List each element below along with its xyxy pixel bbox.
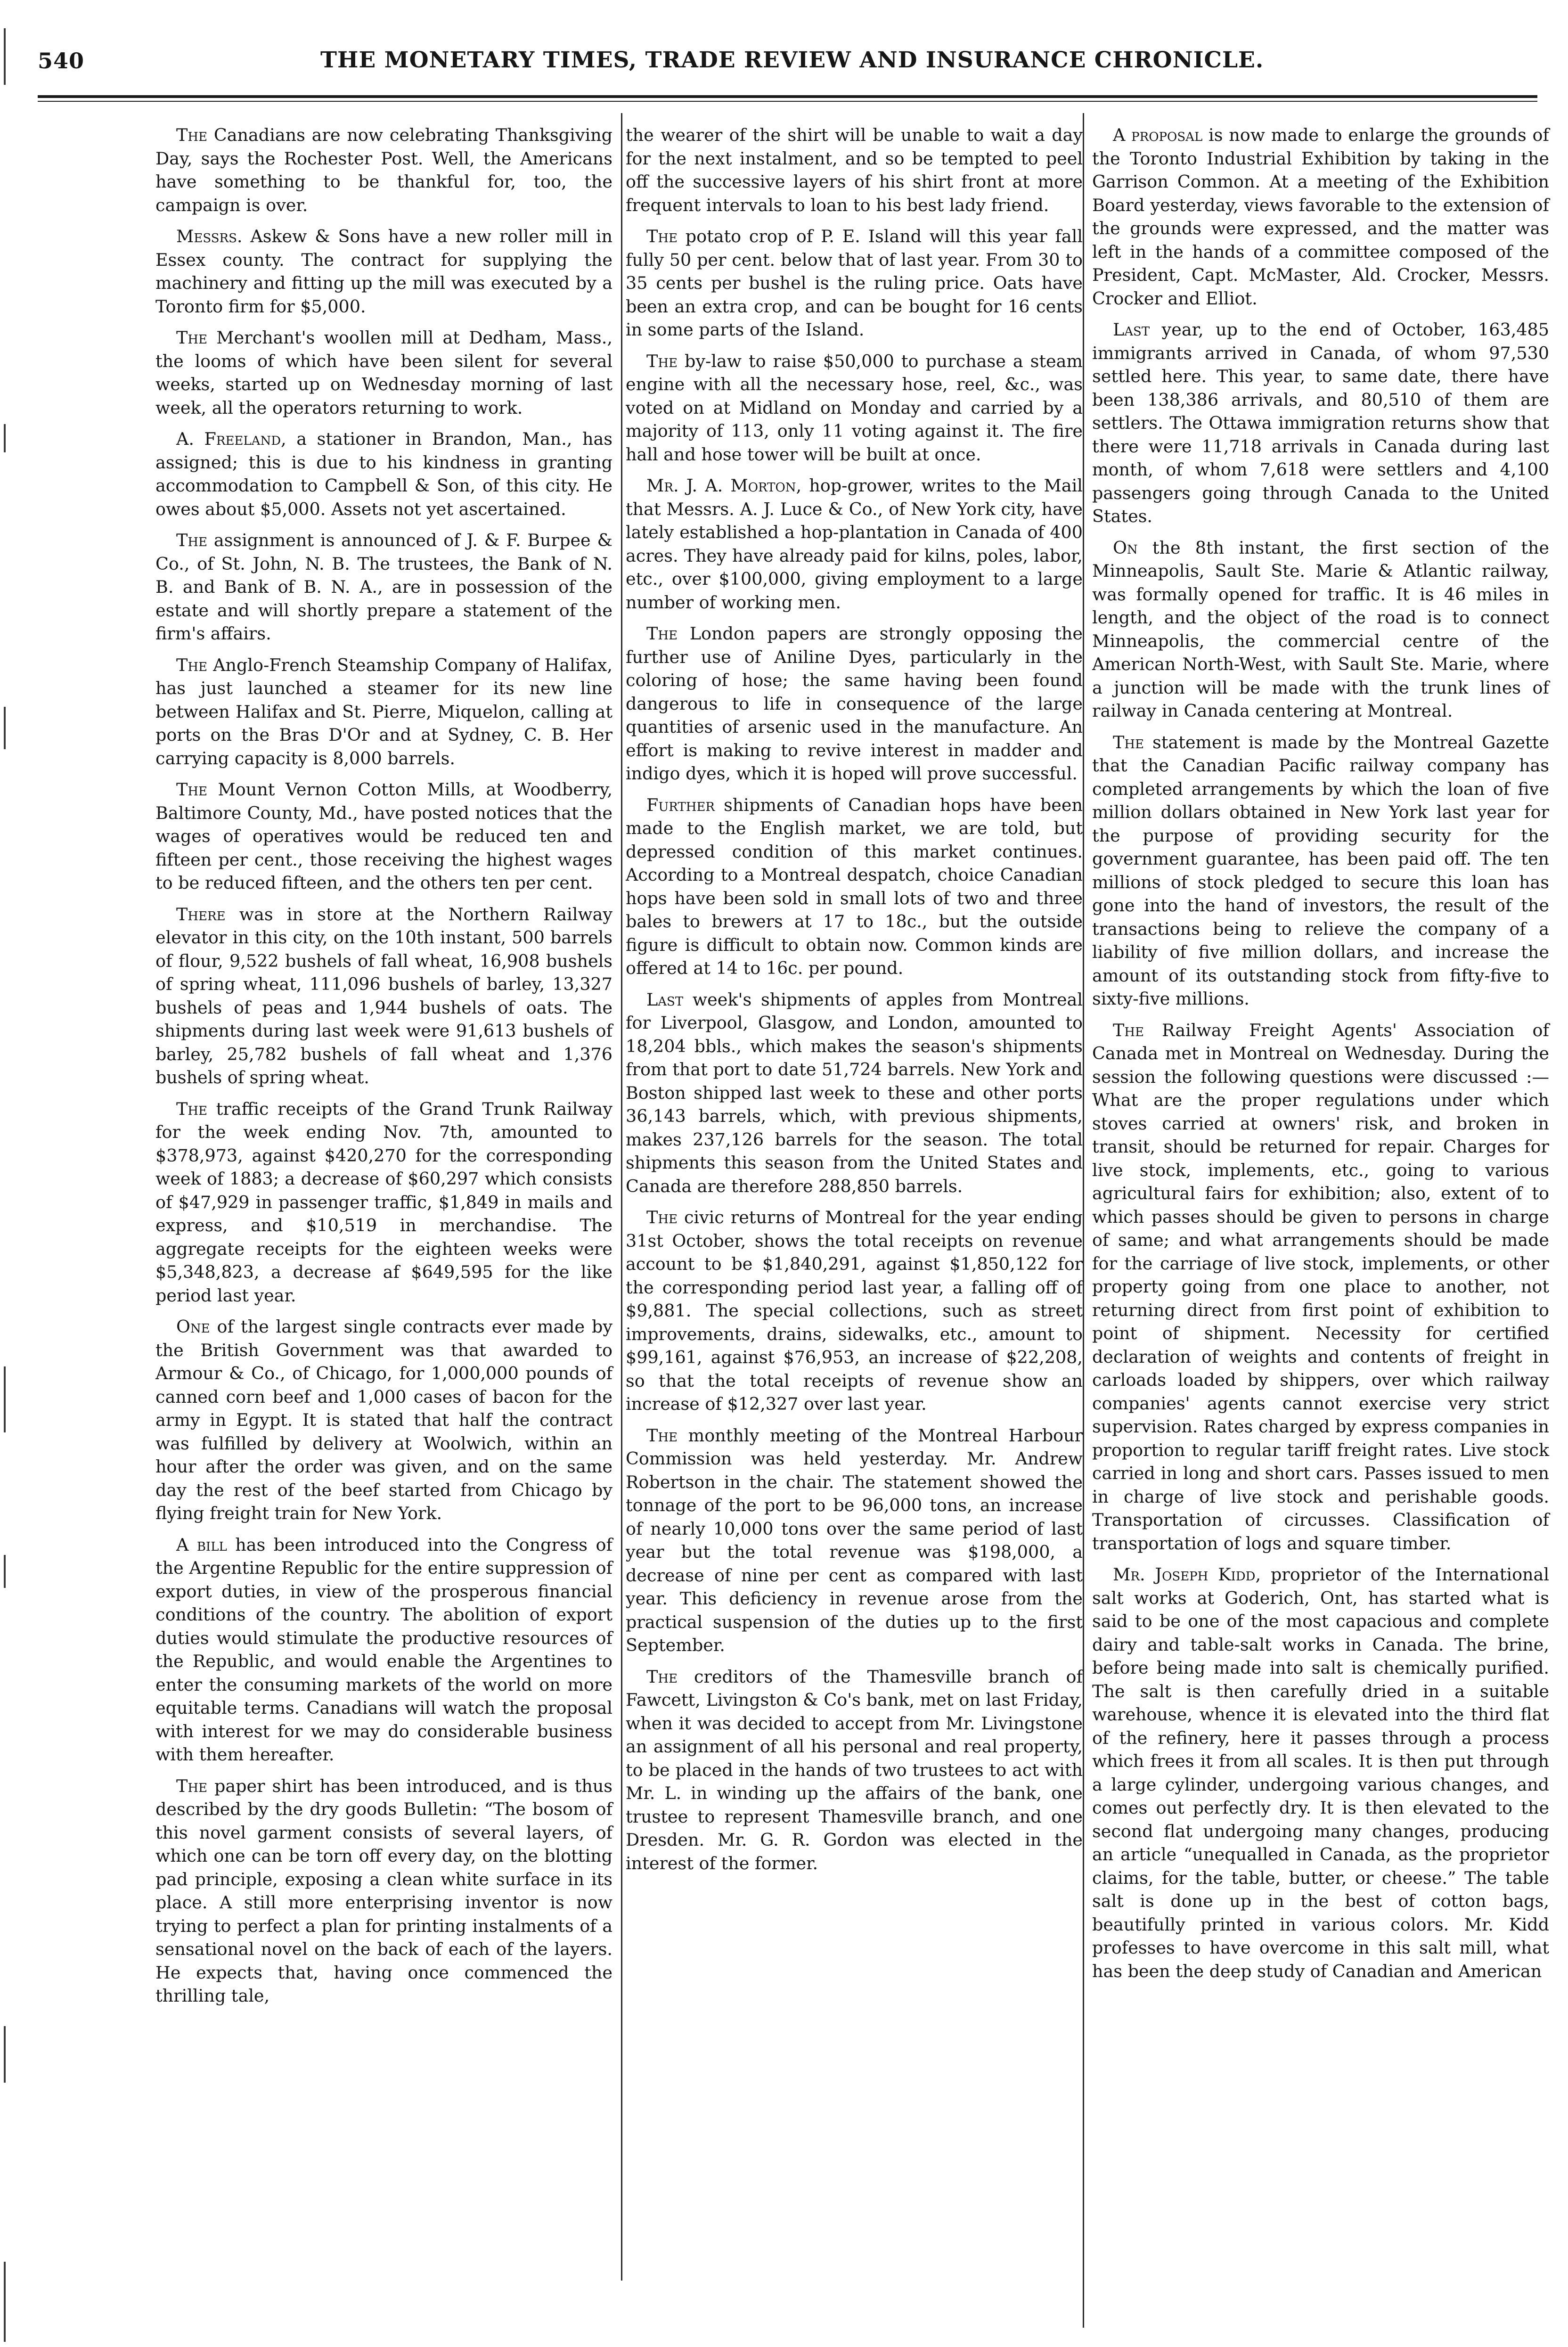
article-paragraph bbox=[626, 225, 1083, 342]
paragraph-text: a stationer in Brandon, Man., has assigned; this is due to his kindness in granting accommodation to Campbell & Son, of this city. He owes about $5,000. Assets not yet ascertained. bbox=[155, 429, 612, 519]
paragraph-lead-word: The bbox=[646, 1425, 678, 1446]
article-paragraph bbox=[1092, 123, 1549, 310]
paragraph-text: has been introduced into the Congress of the Argentine Republic for the entire suppression of export duties, in view of the prosperous financial conditions of the country. The abolition of export duties would stimulate the productive resources of the Republic, and would enable the Argentines to enter the consuming markets of the world on more equitable terms. Canadians will watch the proposal with interest for we may do considerable business with them hereafter. bbox=[155, 1534, 612, 1765]
paragraph-lead-word: The bbox=[646, 623, 678, 644]
paragraph-lead-word: The bbox=[176, 779, 207, 800]
paragraph-lead-word: Mr. J. A. Morton, bbox=[646, 475, 802, 496]
paragraph-lead-word: The bbox=[176, 654, 207, 675]
article-paragraph bbox=[155, 1775, 612, 2008]
article-paragraph bbox=[1092, 1563, 1549, 1983]
column-2 bbox=[626, 123, 1083, 1883]
article-paragraph bbox=[1092, 318, 1549, 528]
article-paragraph bbox=[1092, 731, 1549, 1011]
paragraph-text: Mount Vernon Cotton Mills, at Woodberry, Baltimore County, Md., have posted notices that the wages of operatives would be reduced ten and fifteen per cent., those receiving the highest wages to be reduced fifteen, and the others ten per cent. bbox=[155, 779, 612, 893]
paragraph-lead-word: The bbox=[646, 1666, 678, 1687]
paragraph-lead-word: Last bbox=[1113, 319, 1150, 340]
paragraph-lead-word: A proposal bbox=[1113, 125, 1203, 145]
paragraph-text: monthly meeting of the Montreal Harbour Commission was held yesterday. Mr. Andrew Robertson in the chair. The statement showed the tonnage of the port to be 96,000 tons, an increase of nearly 10,000 tons over the same period of last year but the total revenue was $198,000, a decrease of nine per cent as compared with last year. This deficiency in revenue arose from the practical suspension of the duties up to the first September. bbox=[626, 1425, 1083, 1655]
paragraph-text: is now made to enlarge the grounds of the Toronto Industrial Exhibition by taking in the Garrison Common. At a meeting of the Exhibition Board yesterday, views favorable to the extension of the grounds were expressed, and the matter was left in the hands of a committee composed of the President, Capt. McMaster, Ald. Crocker, Messrs. Crocker and Elliot. bbox=[1092, 125, 1550, 309]
article-paragraph bbox=[155, 529, 612, 646]
paragraph-lead-word: The bbox=[646, 351, 678, 371]
article-paragraph bbox=[626, 1424, 1083, 1657]
column-divider-1 bbox=[621, 113, 622, 2281]
article-paragraph bbox=[626, 350, 1083, 466]
paragraph-text: Canadians are now celebrating Thanksgiving Day, says the Rochester Post. Well, the Americans have something to be thankful for, too, the campaign is over. bbox=[155, 125, 612, 215]
paragraph-text: was in store at the Northern Railway elevator in this city, on the 10th instant, 500 barrels of flour, 9,522 bushels of fall wheat, 16,908 bushels of spring wheat, 111,096 bushels of barley, 13,327 bushels of peas and 1,944 bushels of oats. The shipments during last week were 91,613 bushels of barley, 25,782 bushels of fall wheat and 1,376 bushels of spring wheat. bbox=[155, 904, 612, 1088]
article-paragraph bbox=[1092, 536, 1549, 723]
paragraph-text: week's shipments of apples from Montreal for Liverpool, Glasgow, and London, amounted to 18,204 bbls., which makes the season's shipments from that port to date 51,724 barrels. New York and Boston shipped last week to these and other ports 36,143 barrels, which, with previous shipments, makes 237,126 barrels for the season. The total shipments this season from the United States and Canada are therefore 288,850 barrels. bbox=[626, 989, 1083, 1196]
article-paragraph bbox=[626, 474, 1083, 614]
paragraph-lead-word: The bbox=[176, 1775, 207, 1796]
article-paragraph bbox=[626, 123, 1083, 217]
header-rule-thick bbox=[38, 95, 1537, 98]
paragraph-text: hop-grower, writes to the Mail that Messrs. A. J. Luce & Co., of New York city, have lately established a hop-plantation in Canada of 400 acres. They have already paid for kilns, poles, labor, etc., over $100,000, giving employment to a large number of working men. bbox=[626, 475, 1083, 613]
paragraph-lead-word: The bbox=[176, 327, 207, 348]
paragraph-lead-word: The bbox=[176, 125, 207, 145]
paragraph-lead-word: The bbox=[1113, 1020, 1144, 1040]
paragraph-text: Anglo-French Steamship Company of Halifax, has just launched a steamer for its new line between Halifax and St. Pierre, Miquelon, calling at ports on the Bras D'Or and at Sydney, C. B. Her carrying capacity is 8,000 barrels. bbox=[155, 654, 612, 769]
article-paragraph bbox=[626, 1665, 1083, 1875]
paragraph-lead-word: The bbox=[1113, 732, 1144, 752]
paragraph-text: the 8th instant, the first section of the Minneapolis, Sault Ste. Marie & Atlantic railway, was formally opened for traffic. It is 46 miles in length, and the object of the road is to connect Minneapolis, the commercial centre of the American North-West, with Sault Ste. Marie, where a junction will be made with the trunk lines of railway in Canada centering at Montreal. bbox=[1092, 537, 1549, 721]
article-paragraph bbox=[155, 326, 612, 419]
paragraph-lead-word: There bbox=[176, 904, 226, 924]
paragraph-text: potato crop of P. E. Island will this year fall fully 50 per cent. below that of last year. From 30 to 35 cents per bushel is the ruling price. Oats have been an extra crop, and can be bought for 16 cents in some parts of the Island. bbox=[626, 226, 1083, 340]
article-paragraph bbox=[626, 622, 1083, 785]
paragraph-lead-word: The bbox=[176, 1098, 207, 1119]
article-paragraph bbox=[1092, 1019, 1549, 1555]
paragraph-lead-word: The bbox=[646, 1207, 678, 1227]
paragraph-text: creditors of the Thamesville branch of Fawcett, Livingston & Co's bank, met on last Friday, when it was decided to accept from Mr. Livingstone an assignment of all his personal and real property, to be placed in the hands of two trustees to act with Mr. L. in winding up the affairs of the bank, one trustee to represent Thamesville branch, and one Dresden. Mr. G. R. Gordon was elected in the interest of the former. bbox=[626, 1666, 1083, 1873]
paragraph-lead-word: Messrs. bbox=[176, 226, 243, 246]
paragraph-text: by-law to raise $50,000 to purchase a steam engine with all the necessary hose, reel, &c., was voted on at Midland on Monday and carried by a majority of 113, only 11 voting against it. The fire hall and hose tower will be built at once. bbox=[626, 351, 1083, 465]
column-3 bbox=[1092, 123, 1549, 1991]
paragraph-text: year, up to the end of October, 163,485 immigrants arrived in Canada, of whom 97,530 settled here. This year, to same date, there have been 138,386 arrivals, and 80,510 of them are settlers. The Ottawa immigration returns show that there were 11,718 arrivals in Canada during last month, of whom 7,618 were settlers and 4,100 passengers going through Canada to the United States. bbox=[1092, 319, 1549, 526]
paragraph-lead-word: Mr. Joseph Kidd, bbox=[1113, 1564, 1261, 1585]
paragraph-text: Askew & Sons have a new roller mill in Essex county. The contract for supplying the machinery and fitting up the mill was executed by a Toronto firm for $5,000. bbox=[155, 226, 612, 317]
paragraph-lead-word: Last bbox=[646, 989, 684, 1010]
article-paragraph bbox=[155, 123, 612, 217]
article-paragraph bbox=[155, 1097, 612, 1308]
paragraph-text: civic returns of Montreal for the year ending 31st October, shows the total receipts on revenue account to be $1,840,291, against $1,850,122 for the corresponding period last year, a falling off of $9,881. The special collections, such as street improvements, drains, sidewalks, etc., amount to $99,161, against $76,953, an increase of $22,208, so that the total receipts of revenue show an increase of $12,327 over last year. bbox=[626, 1207, 1083, 1414]
paragraph-lead-word: The bbox=[646, 226, 678, 246]
paragraph-text: shipments of Canadian hops have been made to the English market, we are told, but depressed condition of this market continues. According to a Montreal despatch, choice Canadian hops have been sold in small lots of two and three bales to brewers at 17 to 18c., but the outside figure is difficult to obtain now. Common kinds are offered at 14 to 16c. per pound. bbox=[626, 794, 1083, 978]
column-1 bbox=[155, 123, 612, 2016]
paragraph-text: the wearer of the shirt will be unable to wait a day for the next instalment, and so be tempted to peel off the successive layers of his shirt front at more frequent intervals to loan to his best lady friend. bbox=[626, 125, 1083, 215]
paragraph-text: statement is made by the Montreal Gazette that the Canadian Pacific railway company has completed arrangements by which the loan of five million dollars obtained in New York last year for the purpose of providing security for the government guarantee, has been paid off. The ten millions of stock pledged to secure this loan has gone into the hand of investors, the result of the transactions being to relieve the company of a liability of five million dollars, and increase the amount of its outstanding stock from fifty-five to sixty-five millions. bbox=[1092, 732, 1549, 1009]
article-paragraph bbox=[626, 1206, 1083, 1416]
paragraph-lead-word: A bill bbox=[176, 1534, 227, 1555]
paragraph-text: Merchant's woollen mill at Dedham, Mass., the looms of which have been silent for several weeks, started up on Wednesday morning of last week, all the operators returning to work. bbox=[155, 327, 612, 418]
scan-margin-marks bbox=[0, 0, 14, 2347]
running-title: THE MONETARY TIMES, TRADE REVIEW AND INSURANCE CHRONICLE. bbox=[320, 47, 1264, 73]
article-paragraph bbox=[155, 778, 612, 895]
paragraph-lead-word: The bbox=[176, 530, 207, 550]
paragraph-text: proprietor of the International salt works at Goderich, Ont, has started what is said to be one of the most capacious and complete dairy and table-salt works in Canada. The brine, before being made into salt is chemically purified. The salt is then carefully dried in a suitable warehouse, whence it is elevated into the third flat of the refinery, here it passes through a process which frees it from all scales. It is then put through a large cylinder, undergoing various changes, and comes out perfectly dry. It is then elevated to the second flat undergoing many changes, producing an article “unequalled in Canada, as the proprietor claims, for the table, butter, or cheese.” The table salt is done up in the best of cotton bags, beautifully printed in various colors. Mr. Kidd professes to have overcome in this salt mill, what has been the deep study of Canadian and American bbox=[1092, 1564, 1549, 1981]
column-divider-2 bbox=[1083, 113, 1084, 2328]
article-paragraph bbox=[155, 654, 612, 770]
header-rule-thin bbox=[38, 101, 1537, 102]
paragraph-lead-word: On bbox=[1113, 537, 1138, 558]
paragraph-text: of the largest single contracts ever made by the British Government was that awarded to Armour & Co., of Chicago, for 1,000,000 pounds of canned corn beef and 1,000 cases of bacon for the army in Egypt. It is stated that half the contract was fulfilled by delivery at Woolwich, within an hour after the order was given, and on the same day the rest of the beef started from Chicago by flying freight train for New York. bbox=[155, 1317, 612, 1523]
paragraph-lead-word: A. Freeland, bbox=[176, 429, 286, 449]
paragraph-text: assignment is announced of J. & F. Burpee & Co., of St. John, N. B. The trustees, the Bank of N. B. and Bank of B. N. A., are in possession of the estate and will shortly prepare a statement of the firm's affairs. bbox=[155, 530, 612, 644]
article-paragraph bbox=[155, 427, 612, 521]
paragraph-text: paper shirt has been introduced, and is thus described by the dry goods Bulletin: “The bosom of this novel garment consists of several layers, of which one can be torn off every day, on the blotting pad principle, exposing a clean white surface in its place. A still more enterprising inventor is now trying to perfect a plan for printing instalments of a sensational novel on the back of each of the layers. He expects that, having once commenced the thrilling tale, bbox=[155, 1775, 612, 2006]
article-paragraph bbox=[155, 1533, 612, 1766]
article-paragraph bbox=[155, 903, 612, 1089]
article-paragraph bbox=[155, 1315, 612, 1525]
article-paragraph bbox=[155, 225, 612, 318]
paragraph-lead-word: One bbox=[176, 1317, 210, 1337]
paragraph-text: London papers are strongly opposing the further use of Aniline Dyes, particularly in the coloring of hose; the same having been found dangerous to life in consequence of the large quantities of arsenic used in the manufacture. An effort is making to revive interest in madder and indigo dyes, which it is hoped will prove successful. bbox=[626, 623, 1083, 784]
article-paragraph bbox=[626, 793, 1083, 980]
paragraph-text: traffic receipts of the Grand Trunk Railway for the week ending Nov. 7th, amounted to $378,973, against $420,270 for the corresponding week of 1883; a decrease of $60,297 which consists of $47,929 in passenger traffic, $1,849 in mails and express, and $10,519 in merchandise. The aggregate receipts for the eighteen weeks were $5,348,823, a decrease af $649,595 for the like period last year. bbox=[155, 1098, 612, 1306]
paragraph-text: Railway Freight Agents' Association of Canada met in Montreal on Wednesday. During the session the following questions were discussed :—What are the proper regulations under which stoves carried at owners' risk, and broken in transit, should be returned for repair. Charges for live stock, implements, etc., going to various agricultural fairs for exhibition; also, extent of to which passes should be given to persons in charge of same; and what arrangements should be made for the carriage of live stock, implements, or other property going from one place to another, not returning direct from first point of exhibition to point of shipment. Necessity for certified declaration of weights and contents of freight in carloads loaded by shippers, over which railway companies' agents cannot exercise very strict supervision. Rates charged by express companies in proportion to regular tariff freight rates. Live stock carried in long and short cars. Passes issued to men in charge of live stock and perishable goods. Transportation of circusses. Classification of transportation of logs and square timber. bbox=[1092, 1020, 1549, 1554]
paragraph-lead-word: Further bbox=[646, 794, 715, 815]
article-paragraph bbox=[626, 988, 1083, 1198]
page-number: 540 bbox=[38, 48, 85, 74]
